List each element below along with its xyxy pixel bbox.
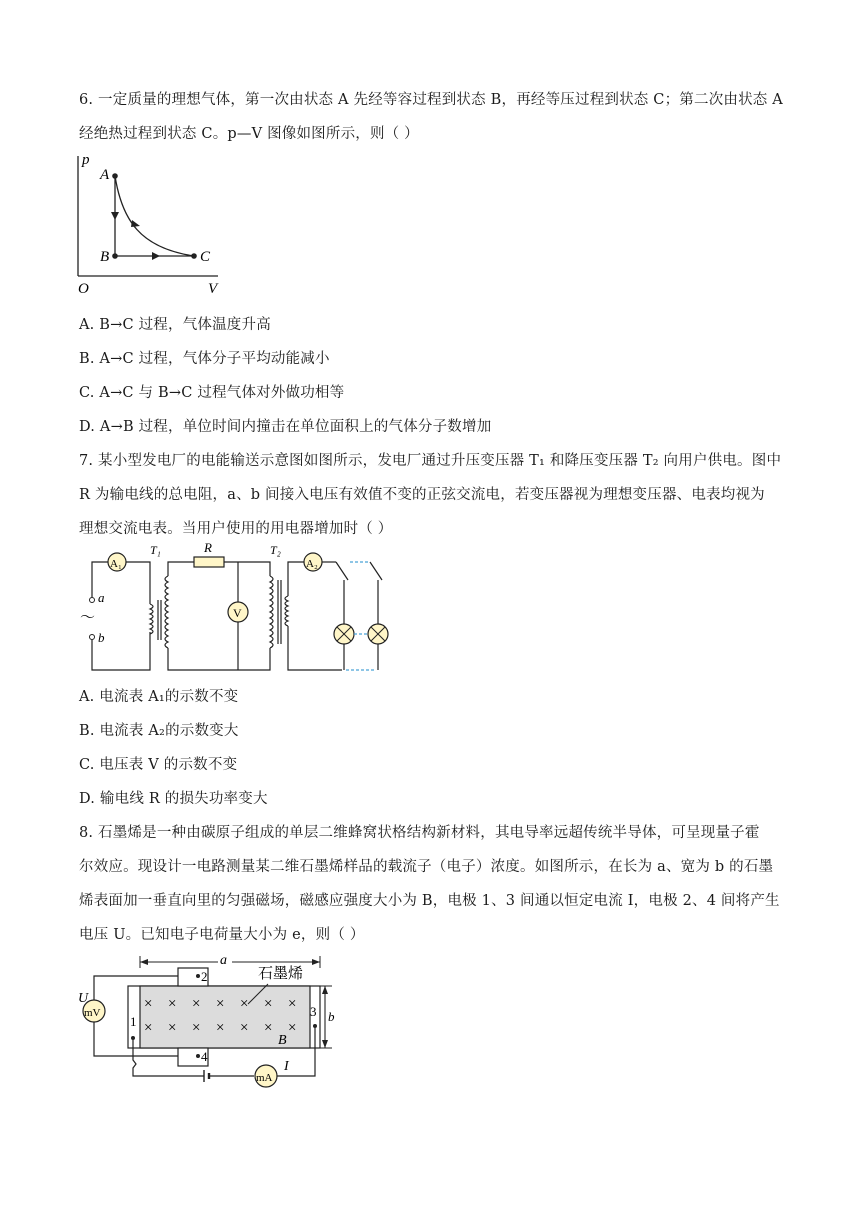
- point-a-label: A: [100, 167, 110, 183]
- t2-primary-coil: [270, 576, 273, 648]
- q7-option-d: D. 输电线 R 的损失功率变大: [79, 791, 268, 807]
- svg-text:×: ×: [240, 996, 249, 1012]
- r-label: R: [204, 540, 212, 555]
- t2-secondary-coil: [285, 596, 288, 626]
- u-label: U: [78, 991, 89, 1006]
- point-b-label: B: [100, 249, 110, 265]
- v-label: V: [208, 281, 218, 297]
- field-b-label: B: [278, 1033, 287, 1048]
- a2-label: A₂: [306, 558, 318, 570]
- q7-option-c: C. 电压表 V 的示数不变: [79, 757, 238, 773]
- q8-stem-line2: 尔效应。现设计一电路测量某二维石墨烯样品的载流子（电子）浓度。如图所示，在长为 a、宽为 b 的石墨: [79, 859, 774, 875]
- svg-text:×: ×: [240, 1020, 249, 1036]
- q6-option-b: B. A→C 过程，气体分子平均动能减小: [79, 351, 330, 367]
- svg-text:×: ×: [192, 1020, 201, 1036]
- q6-option-c: C. A→C 与 B→C 过程气体对外做功相等: [79, 385, 345, 401]
- q7-stem-line2: R 为输电线的总电阻，a、b 间接入电压有效值不变的正弦交流电，若变压器视为理想变压器、电表均视为: [79, 487, 765, 503]
- adiabatic-curve: [115, 176, 194, 256]
- q6-stem-line1: 6. 一定质量的理想气体，第一次由状态 A 先经等容过程到状态 B，再经等压过程到状态 C；第二次由状态 A: [79, 92, 783, 108]
- t2-label: T₂: [270, 543, 281, 557]
- q8-stem-line4: 电压 U。已知电子电荷量大小为 e，则（ ）: [79, 927, 365, 943]
- electrode-2-label: 2: [201, 969, 208, 984]
- resistor-r: [194, 557, 224, 567]
- dim-a-label: a: [220, 953, 227, 968]
- q7-option-b: B. 电流表 A₂的示数变大: [79, 723, 239, 739]
- q6-pv-diagram: [70, 150, 230, 300]
- t1-label: T₁: [150, 543, 161, 557]
- svg-text:×: ×: [264, 996, 273, 1012]
- q7-circuit-diagram: [70, 540, 410, 676]
- q6-option-d: D. A→B 过程，单位时间内撞击在单位面积上的气体分子数增加: [79, 419, 492, 435]
- ab-arrow-icon: [111, 212, 119, 220]
- svg-text:×: ×: [192, 996, 201, 1012]
- dim-b-label: b: [328, 1009, 335, 1024]
- curve-arrow-icon: [131, 220, 140, 227]
- svg-text:×: ×: [264, 1020, 273, 1036]
- terminal-b-label: b: [98, 630, 105, 645]
- current-i-label: I: [284, 1059, 289, 1074]
- t1-primary-coil: [150, 604, 153, 634]
- t1-secondary-coil: [165, 576, 168, 648]
- svg-text:×: ×: [144, 1020, 153, 1036]
- q6-stem-line2: 经绝热过程到状态 C。p—V 图像如图所示，则（ ）: [79, 126, 419, 142]
- svg-text:×: ×: [216, 996, 225, 1012]
- q8-graphene-circuit: [70, 948, 350, 1084]
- p-label: p: [82, 152, 90, 168]
- svg-text:×: ×: [288, 1020, 297, 1036]
- svg-text:×: ×: [168, 996, 177, 1012]
- svg-text:×: ×: [144, 996, 153, 1012]
- q7-stem-line1: 7. 某小型发电厂的电能输送示意图如图所示，发电厂通过升压变压器 T₁ 和降压变压器 T₂ 向用户供电。图中: [79, 453, 782, 469]
- q7-stem-line3: 理想交流电表。当用户使用的用电器增加时（ ）: [79, 521, 393, 537]
- ac-source-icon: ～: [80, 610, 96, 626]
- electrode-1-label: 1: [130, 1014, 137, 1029]
- svg-text:×: ×: [216, 1020, 225, 1036]
- v-label: V: [233, 606, 242, 620]
- q8-stem-line3: 烯表面加一垂直向里的匀强磁场，磁感应强度大小为 B，电极 1、3 间通以恒定电流 I，电极 2、4 间将产生: [79, 893, 780, 909]
- q6-option-a: A. B→C 过程，气体温度升高: [79, 317, 271, 333]
- electrode-4-label: 4: [201, 1049, 208, 1064]
- svg-text:×: ×: [168, 1020, 177, 1036]
- graphene-label: 石墨烯: [258, 966, 304, 982]
- bc-arrow-icon: [152, 252, 160, 260]
- a1-label: A₁: [110, 558, 122, 570]
- svg-text:×: ×: [288, 996, 297, 1012]
- q8-stem-line1: 8. 石墨烯是一种由碳原子组成的单层二维蜂窝状格结构新材料，其电导率远超传统半导体，可呈现量子霍: [79, 825, 760, 841]
- ma-label: mA: [256, 1072, 273, 1084]
- electrode-3-label: 3: [310, 1004, 317, 1019]
- origin-label: O: [78, 281, 89, 297]
- point-c-label: C: [200, 249, 211, 265]
- q7-option-a: A. 电流表 A₁的示数不变: [79, 689, 239, 705]
- mv-label: mV: [84, 1007, 101, 1019]
- terminal-a-label: a: [98, 590, 105, 605]
